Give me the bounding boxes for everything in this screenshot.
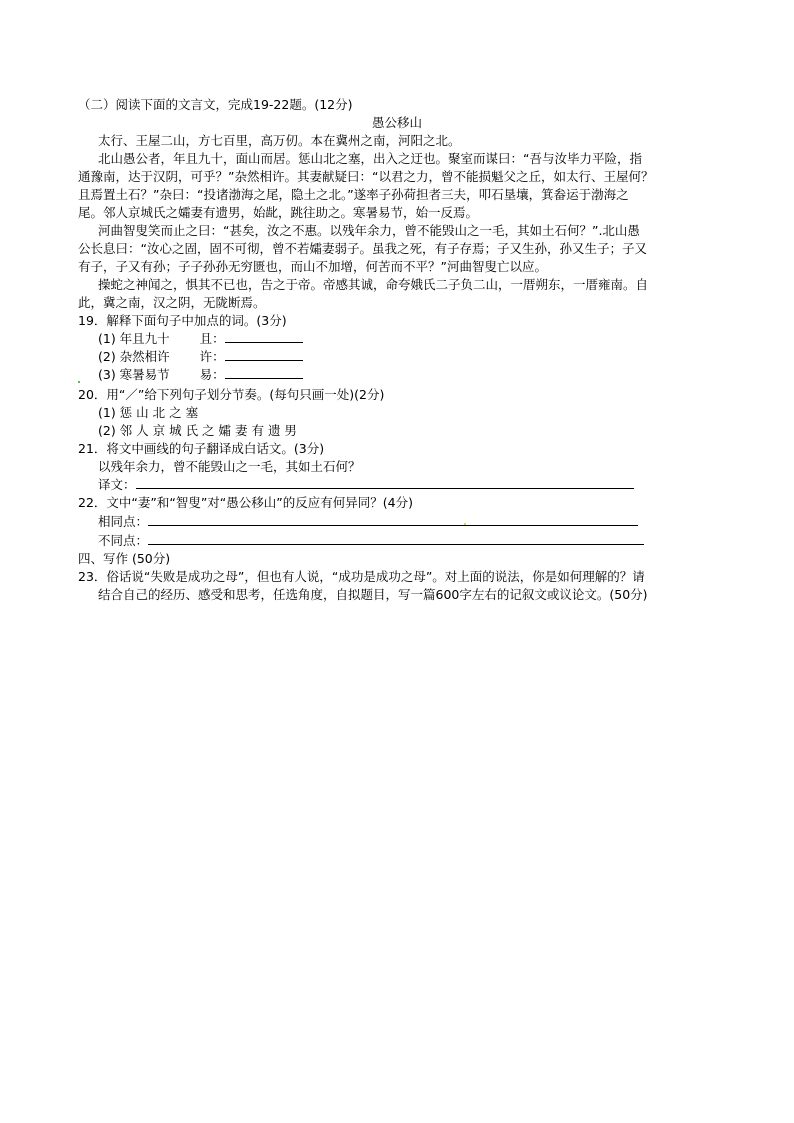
q20-stem: 20．用“／”给下列句子划分节奏。(每句只画一处)(2分) [78, 387, 385, 402]
q22-same-line [98, 513, 638, 531]
q22-diff-label: 不同点： [98, 533, 149, 548]
passage-line: 有子，子又有孙；子子孙孙无穷匮也，而山不加增，何苦而不平？”河曲智叟亡以应。 [78, 259, 547, 274]
q19-word: 易： [199, 367, 225, 382]
passage-line: 尾。邻人京城氏之孀妻有遗男，始龀，跳往助之。寒暑易节，始一反焉。 [78, 205, 479, 220]
section-heading: 四、写作 (50分) [78, 551, 171, 566]
q22-diff-line [98, 532, 644, 550]
q22-same-label: 相同点： [98, 514, 149, 529]
stray-dot [78, 381, 80, 383]
passage-line: 且焉置土石？”杂曰：“投诸渤海之尾，隐土之北。”遂率子孙荷担者三夫，叩石垦壤，箕畚运于渤海之 [78, 187, 629, 202]
answer-blank[interactable] [148, 532, 644, 545]
q19-stem: 19．解释下面句子中加点的词。(3分) [78, 313, 287, 328]
q20-item-2: (2) 邻 人 京 城 氏 之 孀 妻 有 遗 男 [98, 423, 297, 438]
passage-line: 河曲智叟笑而止之曰：“甚矣，汝之不惠。以残年余力，曾不能毁山之一毛，其如土石何？”.北山愚 [98, 223, 640, 238]
section-heading: （二）阅读下面的文言文，完成19-22题。(12分) [78, 97, 353, 112]
answer-blank[interactable] [225, 330, 303, 343]
q23-line: 23．俗话说“失败是成功之母”，但也有人说，“成功是成功之母”。对上面的说法，你是如何理解的？请 [78, 569, 645, 584]
q20-item-1: (1) 惩 山 北 之 塞 [98, 405, 199, 420]
passage-line: 此，冀之南，汉之阴，无陇断焉。 [78, 295, 266, 310]
q19-word: 且： [199, 331, 225, 346]
passage-title: 愚公移山 [371, 115, 422, 130]
answer-blank[interactable] [136, 476, 634, 489]
q19-word: 许： [199, 349, 225, 364]
answer-blank[interactable] [225, 366, 303, 379]
q19-phrase: (2) 杂然相许 [98, 349, 170, 364]
passage-line: 北山愚公者，年且九十，面山而居。惩山北之塞，出入之迂也。聚室而谋曰：“吾与汝毕力平险，指 [98, 151, 642, 166]
passage-line: 公长息曰：“汝心之固，固不可彻，曾不若孀妻弱子。虽我之死，有子存焉；子又生孙，孙又生子；子又 [78, 241, 647, 256]
answer-blank[interactable] [148, 513, 638, 526]
q21-answer-label: 译文： [98, 477, 136, 492]
q21-sentence: 以残年余力，曾不能毁山之一毛，其如土石何？ [98, 459, 361, 474]
q19-item-1 [98, 330, 303, 348]
q22-stem: 22．文中“妻”和“智叟”对“愚公移山”的反应有何异同？(4分) [78, 495, 413, 510]
passage-line: 操蛇之神闻之，惧其不已也，告之于帝。帝感其诚，命夸娥氏二子负二山，一厝朔东，一厝雍南。自 [98, 277, 649, 292]
q21-stem: 21．将文中画线的句子翻译成白话文。(3分) [78, 441, 325, 456]
passage-line: 通豫南，达于汉阴，可乎？”杂然相许。其妻献疑曰：“以君之力，曾不能损魁父之丘，如太行、王屋何？ [78, 169, 654, 184]
q21-answer-line [98, 476, 634, 494]
q19-phrase: (3) 寒暑易节 [98, 367, 170, 382]
q19-item-3 [98, 366, 303, 384]
passage-line: 太行、王屋二山，方七百里，高万仞。本在冀州之南，河阳之北。 [98, 133, 461, 148]
stray-dot [464, 523, 466, 525]
q19-item-2 [98, 348, 303, 366]
answer-blank[interactable] [225, 348, 303, 361]
q23-line: 结合自己的经历、感受和思考，任选角度，自拟题目，写一篇600字左右的记叙文或议论文。(50分) [98, 587, 648, 602]
q19-phrase: (1) 年且九十 [98, 331, 170, 346]
